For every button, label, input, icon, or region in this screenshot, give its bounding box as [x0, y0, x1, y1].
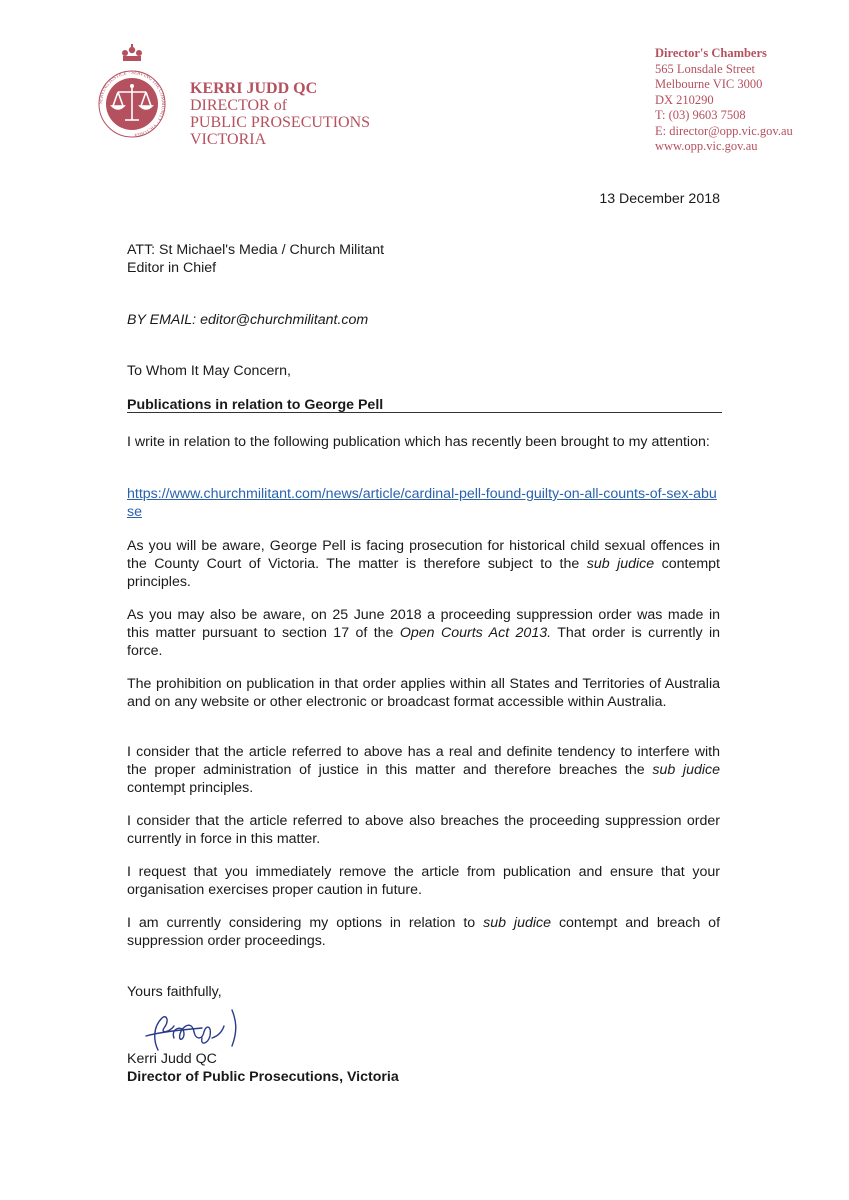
recipient-line-2: Editor in Chief	[127, 260, 217, 276]
p3-italic: Open Courts Act 2013.	[399, 625, 552, 641]
seal-ring-text: SERVING JUSTICE · SERVING THE COMMUNITY · VICTORIA	[98, 70, 166, 137]
director-name: KERRI JUDD QC	[190, 80, 318, 97]
p8-text-before: I am currently considering my options in relation to	[127, 915, 484, 931]
chambers-phone: T: (03) 9603 7508	[655, 108, 746, 122]
paragraph-4: The prohibition on publication in that order applies within all States and Territories of Australia and on any website or other electronic or broadcast format accessible within Australia.	[127, 676, 720, 710]
article-link-block	[127, 485, 720, 521]
p3-text-before: As you may also be aware, on 25 June 2018 a proceeding suppression order was made in this matter pursuant to section 17 of the	[127, 607, 720, 641]
closing: Yours faithfully,	[127, 984, 222, 1000]
recipient-block	[127, 241, 720, 277]
paragraph-6: I consider that the article referred to above also breaches the proceeding suppression order currently in force in this matter.	[127, 813, 720, 847]
p3-text-after: That order is currently in force.	[127, 625, 721, 659]
p2-text-before: As you will be aware, George Pell is facing prosecution for historical child sexual offences in the County Court of Victoria. The matter is therefore subject to the	[127, 538, 720, 572]
p2-text-after: contempt principles.	[127, 556, 720, 590]
paragraph-7: I request that you immediately remove the article from publication and ensure that your organisation exercises proper caution in future.	[127, 864, 720, 898]
office-line: PUBLIC PROSECUTIONS	[190, 114, 371, 131]
paragraph-5	[127, 743, 720, 797]
chambers-city: Melbourne VIC 3000	[655, 77, 763, 91]
paragraph-3	[127, 606, 720, 660]
signer-title: Director of Public Prosecutions, Victoria	[127, 1069, 399, 1085]
p8-text-after: contempt and breach of suppression order proceedings.	[127, 915, 721, 949]
paragraph-8	[127, 914, 720, 950]
p5-italic: sub judice	[652, 762, 720, 778]
by-email-text: BY EMAIL: editor@churchmilitant.com	[127, 312, 369, 328]
opp-seal-logo	[96, 42, 168, 154]
director-line: DIRECTOR of	[190, 97, 288, 114]
chambers-street: 565 Lonsdale Street	[655, 61, 755, 76]
p5-text-before: I consider that the article referred to above has a real and definite tendency to interfere with the proper administration of justice in this matter and therefore breaches the	[127, 744, 720, 778]
salutation: To Whom It May Concern,	[127, 363, 291, 379]
subject-heading: Publications in relation to George Pell	[127, 397, 384, 413]
article-link[interactable]: https://www.churchmilitant.com/news/article/cardinal-pell-found-guilty-on-all-counts-of-sex-abuse	[127, 486, 717, 520]
p8-italic: sub judice	[483, 915, 552, 931]
p2-italic: sub judice	[586, 556, 655, 572]
p5-text-after: contempt principles.	[127, 780, 254, 796]
paragraph-1: I write in relation to the following publication which has recently been brought to my attention:	[127, 434, 710, 450]
signer-name: Kerri Judd QC	[127, 1051, 217, 1067]
state-line: VICTORIA	[190, 131, 267, 148]
chambers-address	[655, 46, 793, 155]
chambers-title: Director's Chambers	[655, 46, 767, 60]
recipient-line-1: ATT: St Michael's Media / Church Militant	[127, 242, 385, 258]
paragraph-2	[127, 537, 720, 591]
by-email-line	[127, 311, 720, 329]
chambers-web: www.opp.vic.gov.au	[655, 139, 758, 153]
letter-date: 13 December 2018	[599, 191, 720, 207]
subject-underline	[127, 412, 722, 413]
letterhead-org	[190, 80, 370, 148]
chambers-email: E: director@opp.vic.gov.au	[655, 123, 793, 138]
chambers-dx: DX 210290	[655, 92, 714, 107]
